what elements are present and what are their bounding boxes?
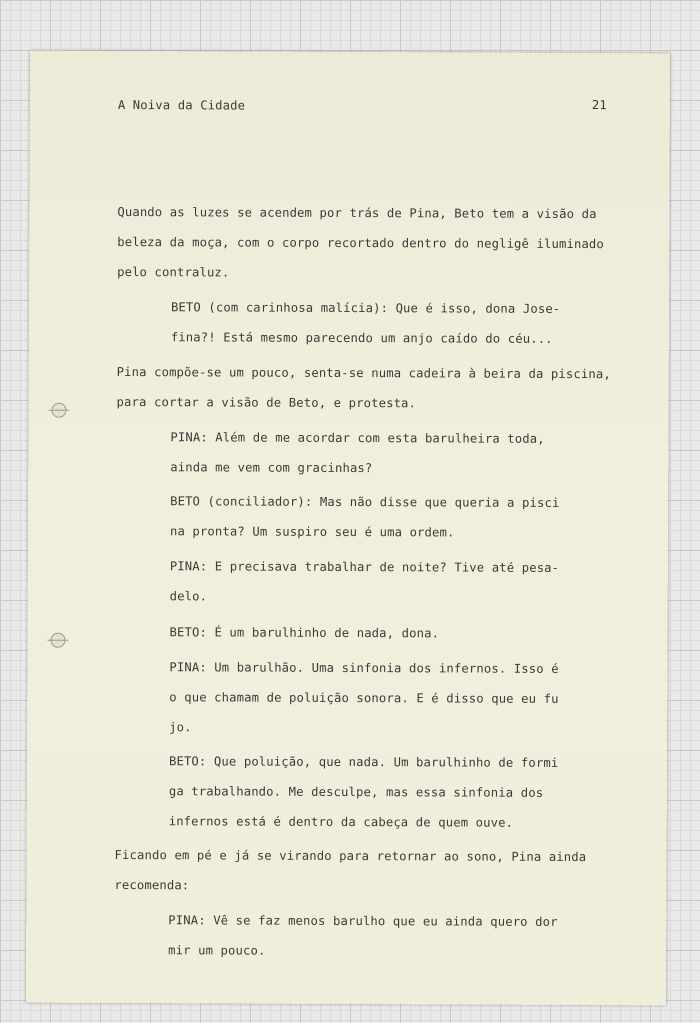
text-line: Ficando em pé e já se virando para retornar ao sono, Pina ainda (114, 847, 587, 865)
dialogue-line: BETO: É um barulhinho de nada, dona. (169, 625, 440, 641)
dialogue-line: PINA: E precisava trabalhar de noite? Tive até pesa- (169, 559, 560, 575)
dialogue-line: PINA: Um barulhão. Uma sinfonia dos infernos. Isso é (169, 660, 559, 676)
text-line: Pina compõe-se um pouco, senta-se numa cadeira à beira da piscina, (116, 364, 611, 382)
dialogue-line: ga trabalhando. Me desculpe, mas essa sinfonia dos (168, 784, 544, 800)
text-line: pelo contraluz. (117, 264, 230, 280)
text-line: Quando as luzes se acendem por trás de Pina, Beto tem a visão da (117, 204, 597, 222)
punch-hole-bottom (50, 633, 65, 648)
dialogue-line: BETO: Que poluição, que nada. Um barulhinho de formi (168, 754, 559, 770)
text-line: para cortar a visão de Beto, e protesta. (116, 394, 417, 411)
typewritten-page (26, 51, 670, 1006)
text-line: recomenda: (114, 877, 190, 893)
page-header-title: A Noiva da Cidade (117, 97, 246, 113)
dialogue-line: mir um pouco. (168, 943, 266, 958)
dialogue-line: BETO (conciliador): Mas não disse que queria a pisci (170, 494, 560, 510)
punch-hole-top (51, 403, 66, 418)
dialogue-line: PINA: Além de me acordar com esta barulheira toda, (170, 430, 545, 446)
dialogue-line: jo. (169, 720, 192, 735)
dialogue-line: delo. (169, 589, 208, 604)
dialogue-line: na pronta? Um suspiro seu é uma ordem. (169, 524, 455, 540)
dialogue-line: infernos está é dentro da cabeça de quem ouve. (168, 814, 514, 830)
dialogue-line: PINA: Vê se faz menos barulho que eu ainda quero dor (168, 913, 558, 929)
dialogue-line: BETO (com carinhosa malícia): Que é isso, dona Jose- (170, 300, 561, 316)
dialogue-line: o que chamam de poluição sonora. E é disso que eu fu (169, 690, 559, 706)
dialogue-line: fina?! Está mesmo parecendo um anjo caído do céu... (170, 330, 553, 346)
dialogue-line: ainda me vem com gracinhas? (170, 460, 373, 476)
text-line: beleza da moça, com o corpo recortado dentro do negligê iluminado (117, 234, 604, 252)
page-number: 21 (591, 98, 607, 113)
